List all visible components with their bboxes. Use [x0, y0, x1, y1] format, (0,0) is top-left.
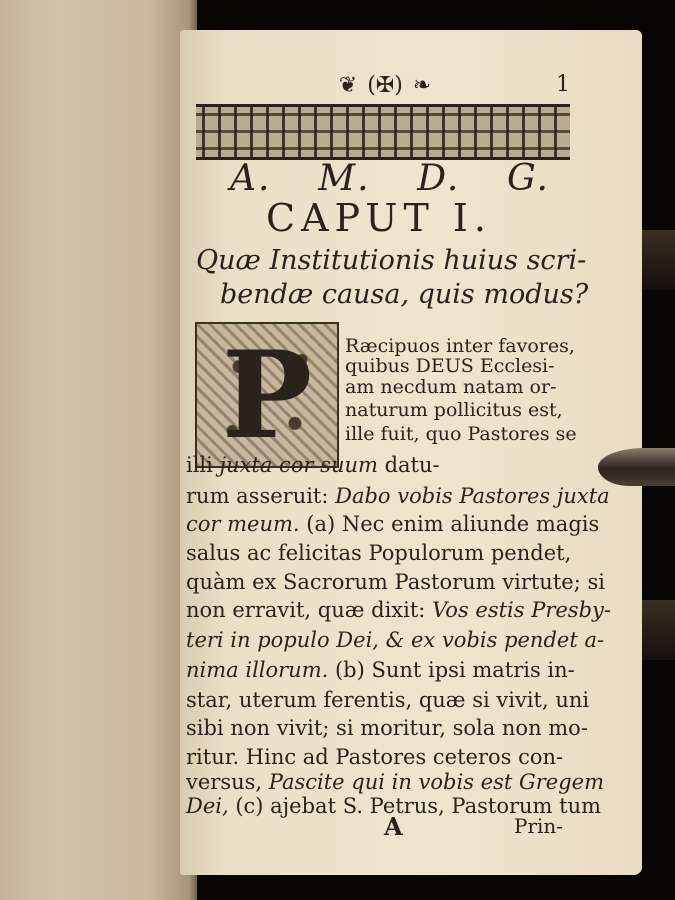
text-span: datu- [377, 453, 440, 477]
text-line [186, 747, 563, 768]
text-span: (b) Sunt ipsi matris in- [328, 658, 575, 682]
amdg-letter: G. [507, 158, 550, 199]
text-line [186, 690, 589, 711]
text-line [186, 600, 611, 621]
text-line [186, 660, 575, 681]
chapter-subtitle-line: Quæ Institutionis huius scri- [196, 245, 587, 276]
amdg-heading [230, 158, 550, 199]
italic-text-span: Dabo vobis Pastores juxta [335, 484, 610, 508]
page-number: 1 [556, 72, 570, 97]
text-line [345, 337, 575, 356]
italic-text-span: teri in populo Dei, & ex vobis pendet a- [186, 628, 605, 652]
amdg-letter: A. [230, 158, 272, 199]
text-line [186, 543, 571, 564]
text-line [345, 357, 555, 376]
text-line [345, 425, 577, 444]
page-holder-blade [598, 448, 675, 486]
chapter-subtitle-line: bendæ causa, quis modus? [220, 279, 589, 310]
text-span: star, uterum ferentis, quæ si vivit, uni [186, 688, 590, 712]
italic-text-span: cor meum. [186, 512, 300, 536]
decorative-headpiece-band [196, 104, 570, 160]
text-span: illi [186, 453, 220, 477]
text-span: am necdum natam or- [345, 376, 557, 398]
italic-text-span: Pascite qui in vobis est Gregem [268, 770, 605, 794]
text-span: Ræcipuos inter favores, [345, 335, 575, 357]
chapter-title: CAPUT I. [266, 196, 492, 240]
text-span: quibus DEUS Ecclesi- [345, 355, 555, 377]
fleuron-right-icon: ❧ [412, 72, 432, 98]
text-span: sibi non vivit; si moritur, sola non mo- [186, 716, 588, 740]
text-line [345, 401, 563, 420]
facing-page-left [0, 0, 197, 900]
text-span: naturum pollicitus est, [345, 399, 563, 421]
text-line [186, 572, 605, 593]
text-span: rum asseruit: [186, 484, 336, 508]
amdg-letter: M. [318, 158, 371, 199]
text-line [186, 486, 610, 507]
header-ornament [300, 68, 470, 102]
text-span: (c) ajebat S. Petrus, Pastorum tum [228, 794, 602, 818]
text-span: ille fuit, quo Pastores se [345, 423, 577, 445]
catchword: Prin- [514, 814, 564, 838]
text-line [186, 455, 440, 476]
text-span: salus ac felicitas Populorum pendet, [186, 541, 572, 565]
amdg-letter: D. [417, 158, 461, 199]
ornamental-drop-cap: P [195, 322, 339, 468]
text-line [186, 718, 588, 739]
italic-text-span: Vos estis Presby- [432, 598, 611, 622]
text-span: (a) Nec enim aliunde magis [299, 512, 600, 536]
text-span: quàm ex Sacrorum Pastorum virtute; si [186, 570, 605, 594]
text-line [186, 630, 604, 651]
text-span: ritur. Hinc ad Pastores ceteros con- [186, 745, 564, 769]
text-line [345, 378, 557, 397]
italic-text-span: nima illorum. [186, 658, 329, 682]
signature-mark: A [384, 812, 403, 841]
italic-text-span: juxta cor suum [219, 453, 378, 477]
text-span: non erravit, quæ dixit: [186, 598, 433, 622]
text-line [186, 772, 604, 793]
italic-text-span: Dei, [186, 794, 229, 818]
text-span: versus, [186, 770, 269, 794]
text-line [186, 514, 599, 535]
cross-ornament: (✠) [367, 72, 403, 98]
fleuron-left-icon: ❦ [338, 72, 358, 98]
